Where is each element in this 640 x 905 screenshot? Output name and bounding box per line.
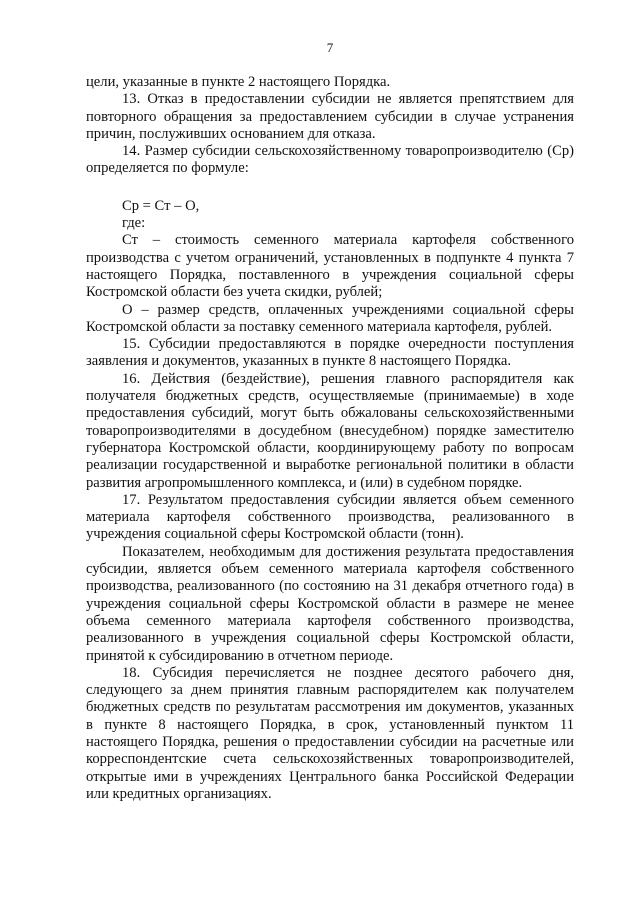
paragraph-definition-st: Ст – стоимость семенного материала картофеля собственного производства с учетом ограничений, установленных в подпункте 4 пункта 7 настоящего Порядка, поставленного в учреждения социальной сферы Костромской области без учета скидки, рублей;: [86, 232, 574, 301]
formula-where: где:: [122, 215, 146, 232]
paragraph-item-14: 14. Размер субсидии сельскохозяйственному товаропроизводителю (Ср) определяется по формуле:: [86, 143, 574, 177]
formula-expression: Ср = Ст – О,: [122, 197, 200, 214]
paragraph-item-13: 13. Отказ в предоставлении субсидии не является препятствием для повторного обращения за предоставлением субсидии в случае устранения причин, послуживших основанием для отказа.: [86, 91, 574, 142]
paragraph-item-15: 15. Субсидии предоставляются в порядке очередности поступления заявления и документов, указанных в пункте 8 настоящего Порядка.: [86, 336, 574, 370]
paragraph-continuation-text: цели, указанные в пункте 2 настоящего Порядка.: [86, 74, 391, 90]
paragraph-item-16: 16. Действия (бездействие), решения главного распорядителя как получателя бюджетных средств, осуществляемые (принимаемые) в ходе предоставления субсидий, могут быть обжалованы сельскохозяйственными товаропроизводителями в досудебном (внесудебном) порядке заместителю губернатора Костромской области, координирующему работу по вопросам реализации государственной и выработке региональной политики в области развития агропромышленного комплекса, и (или) в судебном порядке.: [86, 370, 574, 491]
page-number: 7: [326, 40, 334, 55]
paragraph-definition-o: О – размер средств, оплаченных учреждениями социальной сферы Костромской области за поставку семенного материала картофеля, рублей.: [86, 301, 574, 335]
formula-block: [86, 198, 574, 233]
top-paragraphs: [86, 74, 574, 178]
paragraph-item-17: 17. Результатом предоставления субсидии является объем семенного материала картофеля собственного производства, реализованного в учреждения социальной сферы Костромской области (тонн).: [86, 491, 574, 543]
paragraph-item-18: 18. Субсидия перечисляется не позднее десятого рабочего дня, следующего за днем принятия главным распорядителем как получателем бюджетных средств по результатам рассмотрения им документов, указанных в пункте 8 настоящего Порядка, в срок, установленный пунктом 11 настоящего Порядка, решения о предоставлении субсидии на расчетные или корреспондентские счета сельскохозяйственных товаропроизводителей, открытые ими в учреждениях Центрального банка Российской Федерации или кредитных организациях.: [86, 664, 574, 802]
bottom-paragraphs: [86, 232, 574, 803]
document-page: [86, 40, 574, 803]
paragraph-item-17-indicator: Показателем, необходимым для достижения результата предоставления субсидии, является объем семенного материала картофеля собственного производства, реализованного (по состоянию на 31 декабря отчетного года) в учреждения социальной сферы Костромской области в размере не менее объема семенного материала картофеля собственного производства, реализованного в учреждения социальной сферы Костромской области, принятой к субсидированию в отчетном периоде.: [86, 543, 574, 664]
